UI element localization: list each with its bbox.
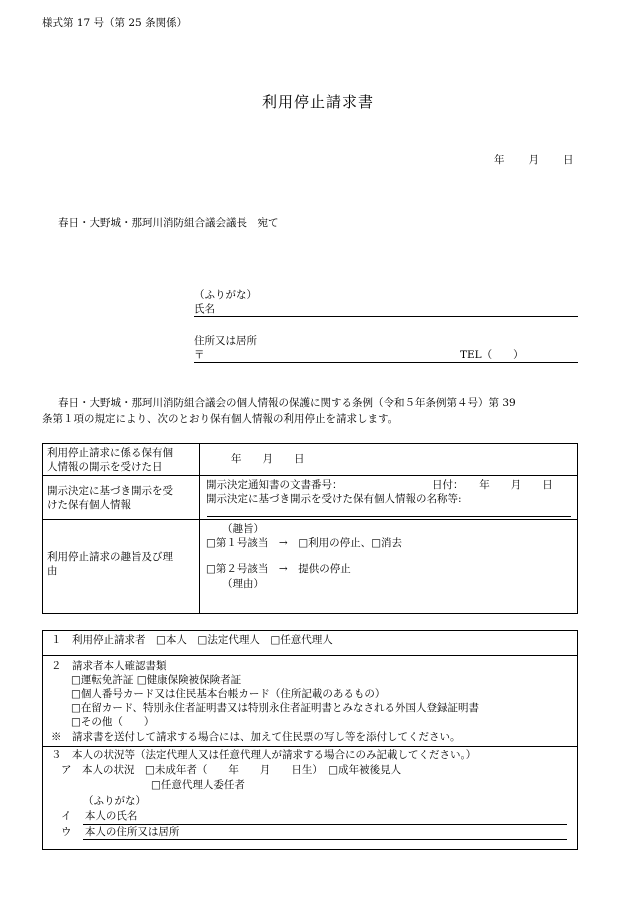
date-line: 年 月 日	[494, 154, 575, 166]
info-name-underline	[207, 516, 571, 517]
purpose-reason-field[interactable]	[201, 520, 577, 614]
tel-label: TEL（ ）	[460, 349, 524, 361]
name-label: 氏名	[194, 303, 215, 315]
divider	[43, 746, 577, 747]
furigana-label: （ふりがな）	[194, 289, 257, 301]
label-line: 人情報の開示を受けた日	[47, 461, 163, 474]
label-line: 利用停止請求に係る保有個	[47, 447, 173, 459]
principal-status-a[interactable]: ア 本人の状況 □未成年者（ 年 月 日生） □成年被後見人	[61, 764, 402, 776]
doc-number-label: 開示決定通知書の文書番号：	[206, 479, 343, 491]
id-docs-line3[interactable]: □在留カード、特別永住者証明書又は特別永住者証明書とみなされる外国人登録証明書	[71, 702, 479, 714]
name-field[interactable]	[194, 316, 578, 317]
request-details-table	[42, 443, 578, 614]
principal-furigana-label: （ふりがな）	[83, 795, 146, 807]
requester-type[interactable]: １ 利用停止請求者 □本人 □法定代理人 □任意代理人	[51, 634, 333, 646]
id-docs-line1[interactable]: □運転免許証 □健康保険被保険者証	[71, 674, 242, 686]
document-title: 利用停止請求書	[262, 93, 375, 111]
disclosed-info-field[interactable]	[201, 476, 577, 519]
label-line: 開示決定に基づき開示を受	[47, 485, 173, 497]
id-docs-title: ２ 請求者本人確認書類	[51, 660, 167, 672]
row-label	[43, 444, 200, 475]
body-text-line2: 条第１項の規定により、次のとおり保有個人情報の利用停止を請求します。	[42, 413, 399, 425]
id-docs-note: ※ 請求書を送付して請求する場合には、加えて住民票の写し等を添付してください。	[51, 731, 461, 743]
table-row	[43, 520, 577, 614]
doc-date-label: 日付： 年 月 日	[432, 479, 553, 491]
id-docs-line2[interactable]: □個人番号カード又は住民基本台帳カード（住所記載のあるもの）	[71, 688, 386, 700]
purpose-item-1[interactable]: □第１号該当 → □利用の停止、□消去	[206, 537, 403, 550]
divider	[43, 655, 577, 656]
id-docs-line4[interactable]: □その他（ ）	[71, 716, 155, 728]
row-label	[43, 476, 200, 519]
row-label	[43, 520, 200, 614]
disclosure-date-field[interactable]: 年 月 日	[231, 453, 305, 465]
reason-label: （理由）	[222, 577, 264, 590]
label-line: 由	[47, 565, 58, 578]
form-number: 様式第 17 号（第 25 条関係）	[42, 17, 188, 29]
principal-name-label: 本人の氏名	[84, 810, 138, 822]
address-field[interactable]	[194, 362, 578, 363]
requester-info-table	[42, 630, 578, 850]
table-row	[43, 476, 577, 520]
principal-address-mark: ウ	[61, 826, 72, 838]
addressee: 春日・大野城・那珂川消防組合議会議長 宛て	[58, 217, 279, 229]
principal-address-underline	[83, 839, 567, 840]
principal-address-row[interactable]	[43, 825, 577, 839]
principal-name-mark: イ	[61, 810, 72, 822]
principal-status-a2[interactable]: □任意代理人委任者	[151, 779, 245, 791]
purpose-label: （趣旨）	[222, 523, 264, 535]
label-line: 利用停止請求の趣旨及び理	[47, 551, 173, 563]
address-label: 住所又は居所	[194, 335, 257, 347]
label-line: けた保有個人情報	[47, 499, 131, 512]
principal-name-row[interactable]	[43, 809, 577, 823]
table-row	[43, 444, 577, 476]
info-name-label: 開示決定に基づき開示を受けた保有個人情報の名称等:	[206, 493, 462, 505]
postal-mark: 〒	[194, 349, 205, 361]
purpose-item-2[interactable]: □第２号該当 → 提供の停止	[206, 563, 351, 576]
body-text-line1: 春日・大野城・那珂川消防組合議会の個人情報の保護に関する条例（令和５年条例第４号）第 39	[58, 397, 516, 409]
principal-address-label: 本人の住所又は居所	[84, 826, 180, 838]
principal-status-title: ３ 本人の状況等（法定代理人又は任意代理人が請求する場合にのみ記載してください。）	[51, 749, 477, 761]
